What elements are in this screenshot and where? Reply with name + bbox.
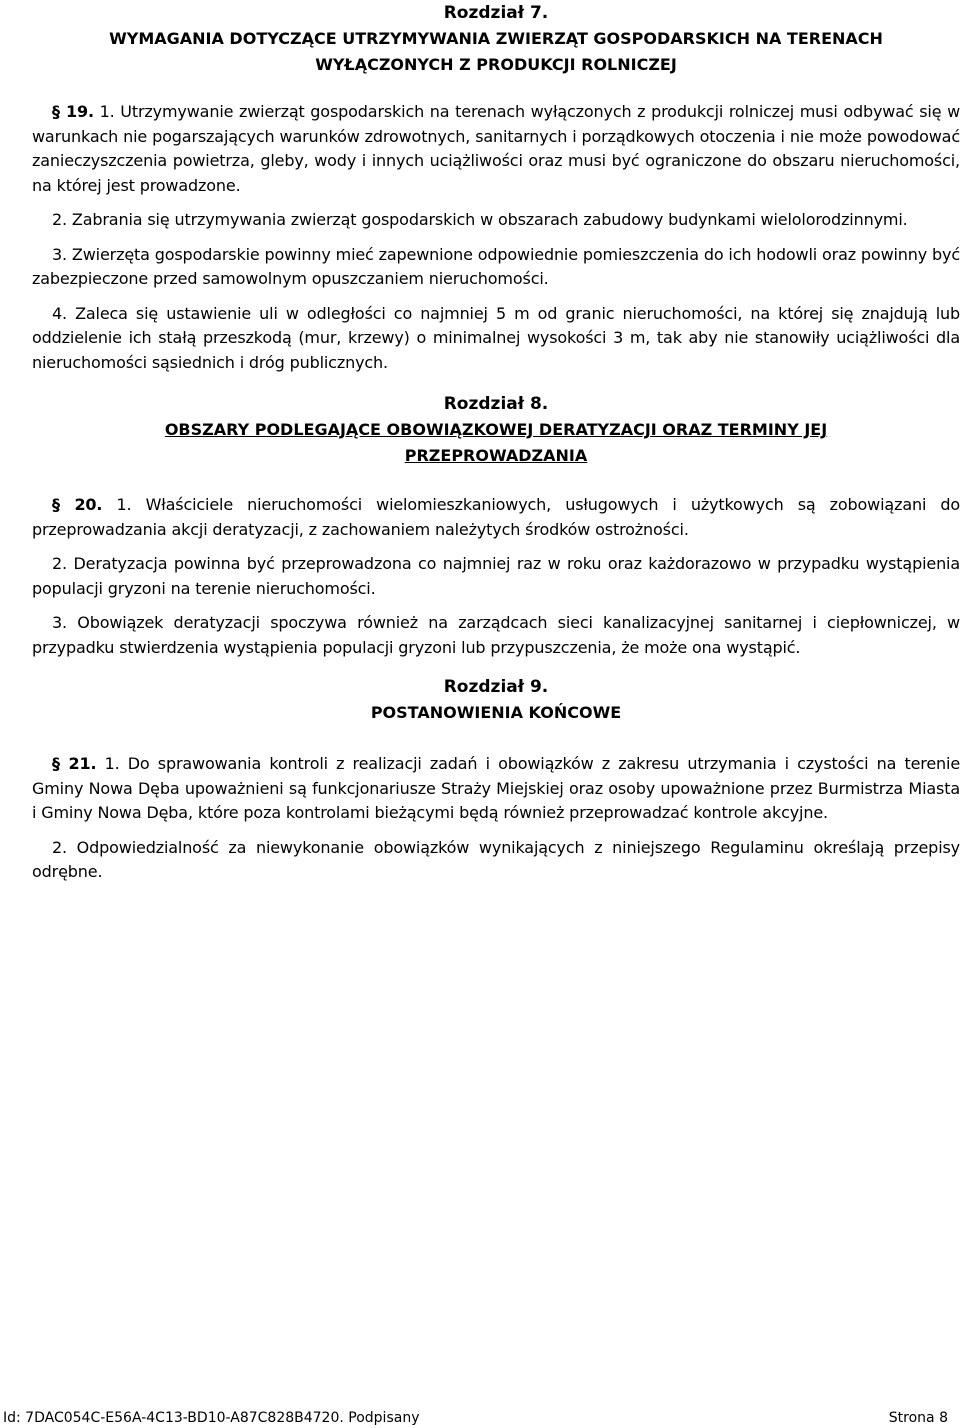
paragraph-number: 1. bbox=[116, 495, 132, 514]
page-content bbox=[32, 0, 960, 885]
section-19-paragraph-3 bbox=[32, 243, 960, 292]
chapter-8-title-text-2: PRZEPROWADZANIA bbox=[404, 446, 588, 465]
chapter-8-label: Rozdział 8. bbox=[443, 394, 549, 414]
paragraph-text: Utrzymywanie zwierząt gospodarskich na terenach wyłączonych z produkcji rolniczej musi odbywać się w warunkach nie pogarszających warunków zdrowotnych, sanitarnych i porządkowych otoczenia i nie może powodować zanieczyszczenia powietrza, gleby, wody i innych uciążliwości oraz musi być ograniczone do obszaru nieruchomości, na której jest prowadzone. bbox=[32, 102, 960, 195]
paragraph-number: 3. bbox=[52, 244, 67, 264]
paragraph-text: Zwierzęta gospodarskie powinny mieć zapewnione odpowiednie pomieszczenia do ich hodowli oraz powinny być zabezpieczone przed samowolnym opuszczaniem nieruchomości. bbox=[32, 244, 960, 288]
paragraph-number: 4. bbox=[52, 303, 67, 323]
paragraph-text: Właściciele nieruchomości wielomieszkaniowych, usługowych i użytkowych są zobowiązani do przeprowadzania akcji deratyzacji, z zachowaniem należytych środków ostrożności. bbox=[32, 495, 960, 539]
chapter-7-label: Rozdział 7. bbox=[443, 3, 549, 23]
section-20-paragraph-3 bbox=[32, 611, 960, 660]
paragraph-text: Obowiązek deratyzacji spoczywa również na zarządcach sieci kanalizacyjnej sanitarnej i ciepłowniczej, w przypadku stwierdzenia wystąpienia populacji gryzoni lub przypuszczenia, że może ona wystąpić. bbox=[32, 613, 960, 657]
section-20-sign: § 20. bbox=[52, 495, 103, 514]
section-21-paragraph-1 bbox=[32, 752, 960, 826]
page-number: Strona 8 bbox=[888, 1410, 948, 1426]
section-19-paragraph-2 bbox=[32, 208, 960, 233]
section-20-paragraph-1 bbox=[32, 493, 960, 542]
paragraph-number: 1. bbox=[104, 754, 120, 773]
section-21-sign: § 21. bbox=[52, 754, 97, 773]
chapter-8-title-text-1: OBSZARY PODLEGAJĄCE OBOWIĄZKOWEJ DERATYZACJI ORAZ TERMINY JEJ bbox=[164, 420, 828, 439]
section-19-paragraph-1 bbox=[32, 100, 960, 198]
section-20-paragraph-2 bbox=[32, 552, 960, 601]
chapter-9-label: Rozdział 9. bbox=[443, 677, 549, 697]
paragraph-text: Do sprawowania kontroli z realizacji zadań i obowiązków z zakresu utrzymania i czystości na terenie Gminy Nowa Dęba upoważnieni są funkcjonariusze Straży Miejskiej oraz osoby upoważnione przez Burmistrza Miasta i Gminy Nowa Dęba, które poza kontrolami bieżącymi będą również przeprowadzać kontrole akcyjne. bbox=[32, 754, 960, 822]
section-21-paragraph-2 bbox=[32, 836, 960, 885]
chapter-9-title-line-1: POSTANOWIENIA KOŃCOWE bbox=[370, 703, 622, 722]
chapter-7-title-line-1: WYMAGANIA DOTYCZĄCE UTRZYMYWANIA ZWIERZĄT GOSPODARSKICH NA TERENACH bbox=[109, 29, 883, 48]
paragraph-number: 2. bbox=[52, 554, 67, 573]
paragraph-text: Zaleca się ustawienie uli w odległości co najmniej 5 m od granic nieruchomości, na której się znajdują lub oddzielenie ich stałą przeszkodą (mur, krzewy) o minimalnej wysokości 3 m, tak aby nie stanowiły uciążliwości dla nieruchomości sąsiednich i dróg publicznych. bbox=[32, 303, 960, 372]
paragraph-number: 2. bbox=[52, 210, 67, 229]
paragraph-number: 2. bbox=[52, 837, 67, 857]
section-19-paragraph-4 bbox=[32, 302, 960, 376]
document-id: Id: 7DAC054C-E56A-4C13-BD10-A87C828B4720. Podpisany bbox=[3, 1410, 420, 1426]
chapter-8-title-line-1 bbox=[32, 417, 960, 443]
chapter-8-title-line-2 bbox=[32, 443, 960, 469]
paragraph-text: Odpowiedzialność za niewykonanie obowiązków wynikających z niniejszego Regulaminu określają przepisy odrębne. bbox=[32, 837, 960, 881]
paragraph-text: Zabrania się utrzymywania zwierząt gospodarskich w obszarach zabudowy budynkami wielolorodzinnymi. bbox=[71, 210, 908, 229]
paragraph-text: Deratyzacja powinna być przeprowadzona co najmniej raz w roku oraz każdorazowo w przypadku wystąpienia populacji gryzoni na terenie nieruchomości. bbox=[32, 554, 960, 598]
section-19-sign: § 19. bbox=[52, 102, 94, 121]
chapter-7-title-line-2: WYŁĄCZONYCH Z PRODUKCJI ROLNICZEJ bbox=[315, 55, 677, 74]
paragraph-number: 3. bbox=[52, 613, 67, 632]
paragraph-number: 1. bbox=[99, 102, 115, 121]
